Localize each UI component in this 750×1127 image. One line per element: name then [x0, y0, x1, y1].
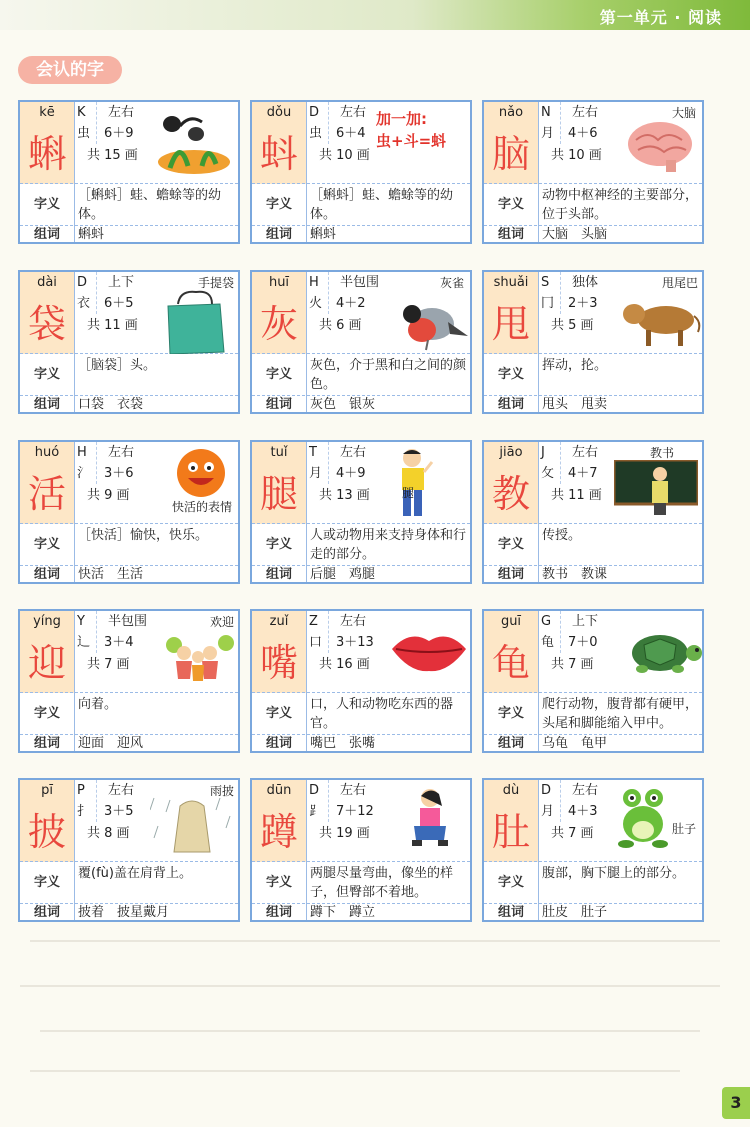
total-strokes: 共 15 画 [87, 148, 138, 163]
words-label: 组词 [497, 227, 524, 242]
brain-illustration [624, 116, 698, 172]
total-strokes: 共 13 画 [319, 488, 370, 503]
character-card [18, 440, 240, 584]
meaning-text: 传授。 [542, 528, 582, 543]
index-letter: K [77, 105, 86, 120]
character-card [250, 100, 472, 244]
divider [74, 611, 75, 751]
total-strokes: 共 8 画 [87, 826, 130, 841]
stroke-count: 2＋3 [568, 296, 598, 311]
divider [74, 442, 75, 582]
stroke-count: 3＋4 [104, 635, 134, 650]
total-strokes: 共 10 画 [551, 148, 602, 163]
meaning-label: 字义 [265, 537, 292, 552]
words-label: 组词 [33, 227, 60, 242]
ox-illustration [618, 292, 702, 350]
structure: 左右 [108, 105, 135, 120]
character: 披 [20, 802, 74, 862]
index-letter: D [309, 105, 320, 120]
pinyin: zuǐ [252, 611, 306, 633]
total-strokes: 共 16 画 [319, 657, 370, 672]
meaning-text: 两腿尽量弯曲，像坐的样子，但臀部不着地。 [310, 866, 454, 900]
stroke-count: 6＋4 [336, 126, 366, 141]
turtle-illustration [618, 627, 702, 679]
meaning-text: ［蝌蚪］蛙、蟾蜍等的幼体。 [78, 188, 222, 222]
character-card [482, 609, 704, 753]
meaning-text: 动物中枢神经的主要部分，位于头部。 [542, 188, 699, 222]
character-card [250, 778, 472, 922]
boy-illustration [394, 446, 434, 520]
radical: 衣 [77, 296, 91, 311]
character-card [482, 100, 704, 244]
total-strokes: 共 7 画 [87, 657, 130, 672]
example-words: 教书 教课 [542, 567, 608, 582]
pinyin: dūn [252, 780, 306, 802]
stroke-count: 7＋12 [336, 804, 374, 819]
total-strokes: 共 6 画 [319, 318, 362, 333]
radical: 扌 [77, 804, 91, 819]
divider [328, 102, 329, 144]
unit-title: 第一单元 · 阅读 [599, 8, 722, 27]
divider [328, 442, 329, 484]
character: 袋 [20, 294, 74, 354]
radical: 攵 [541, 466, 555, 481]
structure: 左右 [340, 445, 367, 460]
divider [74, 272, 75, 412]
character-card [250, 270, 472, 414]
structure: 左右 [108, 783, 135, 798]
divider [306, 442, 307, 582]
lips-illustration [390, 627, 468, 675]
radical: 冂 [541, 296, 555, 311]
stroke-count: 7＋0 [568, 635, 598, 650]
section-tag: 会认的字 [18, 56, 122, 84]
meaning-label: 字义 [497, 367, 524, 382]
meaning-text: 爬行动物，腹背都有硬甲，头尾和脚能缩入甲中。 [542, 697, 699, 731]
structure: 半包围 [340, 275, 380, 290]
stroke-count: 4＋3 [568, 804, 598, 819]
radical: 月 [541, 804, 555, 819]
index-letter: H [77, 445, 87, 460]
meaning-label: 字义 [33, 367, 60, 382]
structure: 左右 [572, 105, 599, 120]
stroke-count: 3＋6 [104, 466, 134, 481]
words-label: 组词 [265, 397, 292, 412]
hint-note [376, 108, 446, 152]
divider [560, 102, 561, 144]
example-words: 口袋 衣袋 [78, 397, 144, 412]
character: 龟 [484, 633, 538, 693]
radical: 虫 [309, 126, 323, 141]
stroke-count: 4＋2 [336, 296, 366, 311]
character: 迎 [20, 633, 74, 693]
divider [560, 442, 561, 484]
meaning-text: ［脑袋］头。 [78, 358, 157, 373]
radical: 火 [309, 296, 323, 311]
character: 蚪 [252, 124, 306, 184]
page-number: 3 [722, 1087, 750, 1119]
total-strokes: 共 5 画 [551, 318, 594, 333]
character-card [482, 440, 704, 584]
divider [96, 611, 97, 653]
illustration-caption: 腿 [401, 486, 414, 500]
illustration-caption: 快活的表情 [171, 500, 232, 514]
meaning-label: 字义 [497, 197, 524, 212]
words-label: 组词 [497, 567, 524, 582]
index-letter: N [541, 105, 551, 120]
radical: 辶 [77, 635, 91, 650]
meaning-text: 口，人和动物吃东西的器官。 [310, 697, 454, 731]
divider [74, 780, 75, 920]
meaning-label: 字义 [33, 537, 60, 552]
illustration-caption: 大脑 [671, 106, 696, 120]
total-strokes: 共 11 画 [87, 318, 138, 333]
example-words: 大脑 头脑 [542, 227, 608, 242]
illustration-caption: 欢迎 [209, 615, 234, 629]
character-card [18, 778, 240, 922]
meaning-label: 字义 [265, 875, 292, 890]
divider [538, 611, 539, 751]
words-label: 组词 [497, 397, 524, 412]
example-words: 披着 披星戴月 [78, 905, 170, 920]
character: 腿 [252, 464, 306, 524]
words-label: 组词 [265, 227, 292, 242]
character-card [482, 778, 704, 922]
pinyin: nǎo [484, 102, 538, 124]
meaning-text: 覆(fù)盖在肩背上。 [78, 866, 192, 881]
meaning-label: 字义 [265, 706, 292, 721]
character-card [18, 100, 240, 244]
meaning-label: 字义 [265, 367, 292, 382]
words-label: 组词 [33, 567, 60, 582]
example-words: 蝌蚪 [310, 227, 337, 242]
divider [560, 272, 561, 314]
meaning-text: 人或动物用来支持身体和行走的部分。 [310, 528, 467, 562]
meaning-text: 腹部，胸下腿上的部分。 [542, 866, 686, 881]
pinyin: huó [20, 442, 74, 464]
character: 蝌 [20, 124, 74, 184]
raincoat-illustration [150, 796, 236, 860]
index-letter: J [541, 445, 545, 460]
pinyin: dǒu [252, 102, 306, 124]
pinyin: yíng [20, 611, 74, 633]
divider [96, 780, 97, 822]
meaning-label: 字义 [497, 706, 524, 721]
words-label: 组词 [265, 905, 292, 920]
meaning-text: 灰色，介于黑和白之间的颜色。 [310, 358, 467, 392]
index-letter: Z [309, 614, 318, 629]
index-letter: P [77, 783, 85, 798]
character: 脑 [484, 124, 538, 184]
index-letter: S [541, 275, 550, 290]
divider [306, 272, 307, 412]
handbag-illustration [160, 290, 230, 354]
structure: 左右 [572, 445, 599, 460]
pinyin: pī [20, 780, 74, 802]
meaning-text: 向着。 [78, 697, 118, 712]
meaning-label: 字义 [497, 875, 524, 890]
divider [538, 780, 539, 920]
divider [560, 611, 561, 653]
divider [328, 780, 329, 822]
example-words: 乌龟 龟甲 [542, 736, 608, 751]
divider [306, 611, 307, 751]
radical: 口 [309, 635, 323, 650]
words-label: 组词 [265, 567, 292, 582]
divider [538, 442, 539, 582]
stroke-count: 4＋6 [568, 126, 598, 141]
meaning-label: 字义 [265, 197, 292, 212]
children-welcome-illustration [160, 631, 240, 689]
character: 甩 [484, 294, 538, 354]
divider [328, 272, 329, 314]
example-words: 肚皮 肚子 [542, 905, 608, 920]
structure: 上下 [108, 275, 135, 290]
divider [538, 272, 539, 412]
total-strokes: 共 7 画 [551, 826, 594, 841]
radical: 月 [309, 466, 323, 481]
index-letter: D [77, 275, 88, 290]
illustration-caption: 肚子 [671, 822, 696, 836]
divider [96, 272, 97, 314]
meaning-text: ［快活］愉快，快乐。 [78, 528, 209, 543]
divider [538, 102, 539, 242]
pinyin: dài [20, 272, 74, 294]
bird-illustration [392, 292, 470, 352]
index-letter: D [541, 783, 552, 798]
index-letter: Y [77, 614, 85, 629]
hint-formula: 虫+斗=蚪 [376, 132, 447, 150]
hint-title: 加一加: [376, 110, 427, 128]
character-card [482, 270, 704, 414]
example-words: 快活 生活 [78, 567, 144, 582]
radical: 龟 [541, 635, 555, 650]
index-letter: G [541, 614, 552, 629]
stroke-count: 4＋9 [336, 466, 366, 481]
divider [306, 102, 307, 242]
illustration-caption: 雨披 [209, 784, 234, 798]
character-card [18, 609, 240, 753]
words-label: 组词 [33, 905, 60, 920]
illustration-caption: 教书 [649, 446, 674, 460]
stroke-count: 6＋9 [104, 126, 134, 141]
pinyin: jiāo [484, 442, 538, 464]
example-words: 后腿 鸡腿 [310, 567, 376, 582]
pinyin: guī [484, 611, 538, 633]
total-strokes: 共 11 画 [551, 488, 602, 503]
radical: 氵 [77, 466, 91, 481]
meaning-label: 字义 [33, 875, 60, 890]
tadpole-illustration [150, 108, 238, 176]
divider [560, 780, 561, 822]
index-letter: T [309, 445, 317, 460]
index-letter: D [309, 783, 320, 798]
meaning-label: 字义 [33, 197, 60, 212]
character-card [250, 609, 472, 753]
stroke-count: 6＋5 [104, 296, 134, 311]
stroke-count: 3＋13 [336, 635, 374, 650]
structure: 左右 [340, 614, 367, 629]
words-label: 组词 [497, 905, 524, 920]
total-strokes: 共 10 画 [319, 148, 370, 163]
character: 教 [484, 464, 538, 524]
meaning-label: 字义 [33, 706, 60, 721]
squatting-girl-illustration [400, 786, 460, 856]
words-label: 组词 [265, 736, 292, 751]
pinyin: shuǎi [484, 272, 538, 294]
character: 灰 [252, 294, 306, 354]
pinyin: huī [252, 272, 306, 294]
example-words: 蝌蚪 [78, 227, 105, 242]
frog-illustration [614, 786, 672, 852]
meaning-text: ［蝌蚪］蛙、蟾蜍等的幼体。 [310, 188, 454, 222]
character-card [250, 440, 472, 584]
header-bar [0, 0, 750, 30]
structure: 独体 [572, 275, 599, 290]
structure: 左右 [572, 783, 599, 798]
example-words: 灰色 银灰 [310, 397, 376, 412]
structure: 上下 [572, 614, 599, 629]
example-words: 甩头 甩卖 [542, 397, 608, 412]
total-strokes: 共 9 画 [87, 488, 130, 503]
radical: 虫 [77, 126, 91, 141]
teacher-illustration [614, 460, 698, 516]
divider [96, 102, 97, 144]
illustration-caption: 灰雀 [439, 276, 464, 290]
stroke-count: 3＋5 [104, 804, 134, 819]
example-words: 蹲下 蹲立 [310, 905, 376, 920]
total-strokes: 共 7 画 [551, 657, 594, 672]
divider [74, 102, 75, 242]
radical: 月 [541, 126, 555, 141]
divider [306, 780, 307, 920]
words-label: 组词 [33, 397, 60, 412]
structure: 左右 [340, 783, 367, 798]
structure: 半包围 [108, 614, 148, 629]
character: 蹲 [252, 802, 306, 862]
divider [96, 442, 97, 484]
illustration-caption: 甩尾巴 [661, 276, 698, 290]
total-strokes: 共 19 画 [319, 826, 370, 841]
illustration-caption: 手提袋 [197, 276, 234, 290]
character-card [18, 270, 240, 414]
character: 活 [20, 464, 74, 524]
words-label: 组词 [33, 736, 60, 751]
example-words: 迎面 迎风 [78, 736, 144, 751]
meaning-label: 字义 [497, 537, 524, 552]
character: 肚 [484, 802, 538, 862]
index-letter: H [309, 275, 319, 290]
example-words: 嘴巴 张嘴 [310, 736, 376, 751]
words-label: 组词 [497, 736, 524, 751]
radical: ⻊ [309, 804, 323, 819]
pinyin: kē [20, 102, 74, 124]
happy-face-illustration [174, 446, 228, 500]
stroke-count: 4＋7 [568, 466, 598, 481]
divider [328, 611, 329, 653]
structure: 左右 [108, 445, 135, 460]
structure: 左右 [340, 105, 367, 120]
pinyin: dù [484, 780, 538, 802]
meaning-text: 挥动，抡。 [542, 358, 608, 373]
pinyin: tuǐ [252, 442, 306, 464]
character: 嘴 [252, 633, 306, 693]
